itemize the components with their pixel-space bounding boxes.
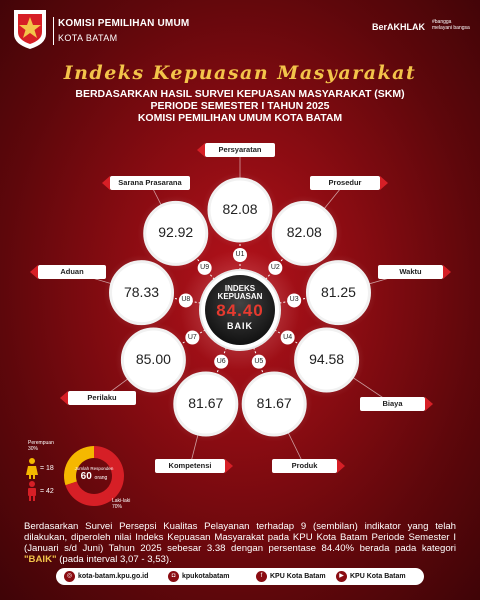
description-text-2: (pada interval 3,07 - 3,53). [56, 554, 172, 565]
label-box-tip [225, 459, 233, 473]
unit-label: Aduan [60, 267, 84, 276]
female-label: Perempuan [28, 440, 54, 446]
subtitle-line-1: BERDASARKAN HASIL SURVEI KEPUASAN MASYARAKAT (SKM) [75, 88, 405, 100]
unit-code: U3 [289, 296, 299, 304]
male-count: = 42 [40, 488, 54, 495]
unit-code: U9 [200, 263, 210, 271]
unit-value: 81.25 [320, 283, 356, 300]
globe-icon: ◎ [64, 571, 75, 582]
female-count: = 18 [40, 465, 54, 472]
footer-website[interactable]: kota-batam.kpu.go.id [78, 573, 149, 580]
unit-label: Produk [291, 461, 318, 470]
respondent-total-number: 60 [80, 471, 92, 482]
youtube-icon: ▶ [336, 571, 347, 582]
footer-facebook[interactable]: KPU Kota Batam [270, 573, 326, 580]
unit-code: U2 [270, 263, 280, 271]
female-percent: 30% [28, 446, 39, 452]
unit-value: 81.67 [188, 394, 224, 411]
center-title [200, 285, 280, 301]
male-icon [28, 481, 36, 501]
subtitle-line-3: KOMISI PEMILIHAN UMUM KOTA BATAM [137, 112, 343, 124]
female-icon [26, 458, 38, 479]
footer-instagram[interactable]: kpukotabatam [182, 573, 230, 580]
unit-label: Sarana Prasarana [118, 178, 182, 187]
footer-bar [56, 568, 424, 585]
label-box-tip [102, 176, 110, 190]
facebook-icon: f [256, 571, 267, 582]
unit-code: U7 [187, 333, 197, 341]
male-percent: 70% [112, 504, 123, 510]
unit-value: 81.67 [256, 394, 292, 411]
unit-code: U5 [254, 357, 264, 365]
label-box-tip [380, 176, 388, 190]
unit-value: 92.92 [158, 224, 194, 241]
unit-value: 82.08 [286, 224, 322, 241]
description-paragraph [24, 521, 456, 565]
org-name: KOMISI PEMILIHAN UMUM [58, 18, 190, 29]
male-legend [112, 498, 130, 510]
unit-code: U8 [181, 296, 191, 304]
instagram-icon: ◘ [168, 571, 179, 582]
berakhlak-logo: BerAKHLAK [372, 22, 426, 32]
unit-label: Prosedur [328, 178, 362, 187]
center-category: BAIK [227, 321, 253, 331]
org-city: KOTA BATAM [58, 33, 118, 43]
center-title-line-1: INDEKS [224, 284, 256, 293]
unit-code: U4 [283, 333, 293, 341]
unit-value: 85.00 [135, 351, 171, 367]
unit-label: Persyaratan [218, 145, 262, 154]
footer-youtube[interactable]: KPU Kota Batam [350, 573, 406, 580]
label-box-tip [425, 397, 433, 411]
unit-label: Perilaku [87, 393, 117, 402]
berakhlak-tagline: #bangga melayani bangsa [432, 19, 470, 31]
unit-value: 94.58 [309, 351, 345, 367]
center-title-line-2: KEPUASAN [217, 292, 263, 301]
respondent-total-label: Jumlah Responden [74, 466, 114, 471]
unit-code: U6 [216, 357, 226, 365]
respondent-total-unit: orang [94, 475, 108, 481]
label-box-tip [30, 265, 38, 279]
unit-label: Waktu [399, 267, 422, 276]
male-label: Laki-laki [112, 498, 131, 504]
subtitle-line-2: PERIODE SEMESTER I TAHUN 2025 [150, 100, 330, 112]
description-highlight: "BAIK" [24, 554, 57, 565]
female-legend [28, 440, 54, 452]
unit-value: 82.08 [222, 201, 258, 217]
respondent-total-value [74, 471, 114, 484]
unit-code: U1 [235, 251, 245, 258]
center-index-value: 84.40 [216, 301, 264, 320]
unit-value: 78.33 [123, 283, 160, 300]
label-box-tip [60, 391, 68, 405]
unit-label: Kompetensi [168, 461, 212, 470]
description-text-1: Berdasarkan Survei Persepsi Kualitas Pelayanan terhadap 9 (sembilan) indikator yang telah dilakukan, diperoleh nilai Indeks Kepuasan Masyarakat pada KPU Kota Batam Periode Semester I (Januari s/d Juni) Tahun 2025 sebesar 3.38 dengan persentase 84.40% berada pada kategori [24, 521, 456, 554]
respondent-total [74, 466, 114, 484]
label-box-tip [337, 459, 345, 473]
label-box-tip [443, 265, 451, 279]
title-script: Indeks Kepuasan Masyarakat [63, 62, 417, 84]
unit-label: Biaya [382, 399, 403, 408]
label-box-tip [197, 143, 205, 157]
